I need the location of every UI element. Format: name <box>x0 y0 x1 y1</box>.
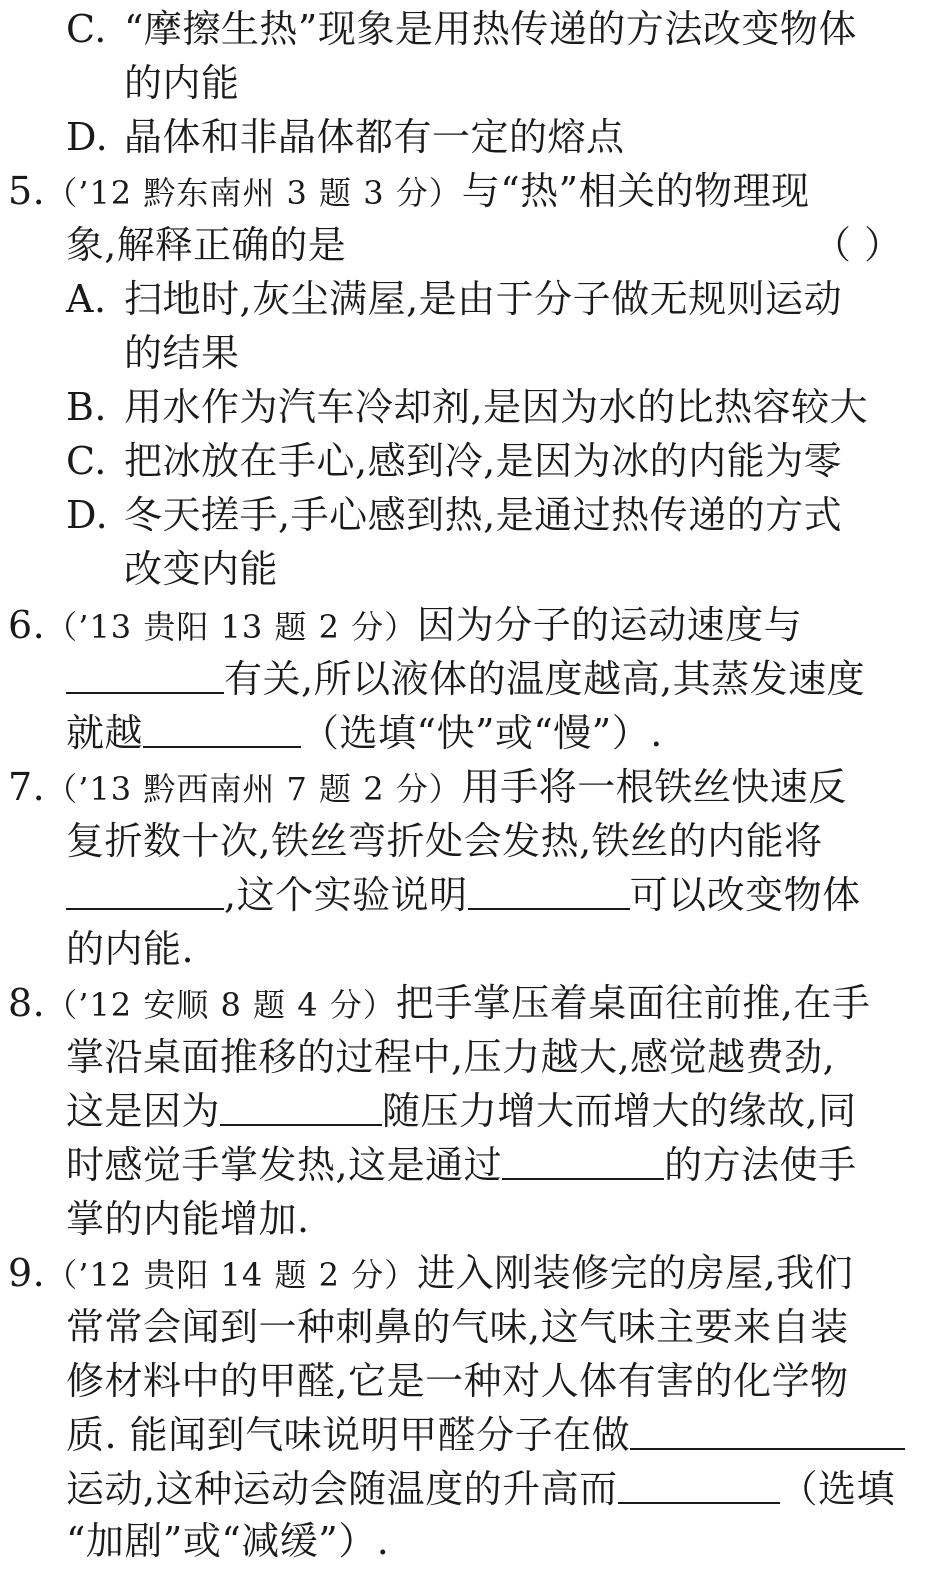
q8-stem-line2 <box>66 1030 835 1084</box>
question-source: （’13 黔西南州 7 题 2 分） <box>45 770 462 808</box>
answer-blank[interactable] <box>143 706 301 748</box>
question-text: 用手将一根铁丝快速反 <box>461 765 847 809</box>
q8-stem-line5 <box>66 1192 310 1246</box>
option-text: 改变内能 <box>124 547 279 591</box>
q8-stem <box>8 976 870 1030</box>
option-label: C. <box>66 439 107 483</box>
q9-stem-line3 <box>66 1354 849 1408</box>
option-label: A. <box>66 277 107 321</box>
q5-option-a <box>66 272 842 326</box>
option-text: 的结果 <box>124 331 240 375</box>
q7-stem <box>8 760 847 814</box>
question-text: 常常会闻到一种刺鼻的气味,这气味主要来自装 <box>66 1305 849 1349</box>
question-text: 就越 <box>66 711 144 755</box>
question-source: （’13 贵阳 13 题 2 分） <box>45 608 418 646</box>
question-source: （’12 贵阳 14 题 2 分） <box>45 1256 418 1294</box>
question-number: 7. <box>8 765 46 809</box>
question-text: 可以改变物体 <box>629 873 861 917</box>
q7-stem-line2 <box>66 814 823 868</box>
question-text: “加剧”或“减缓”）. <box>66 1519 390 1563</box>
option-text: 晶体和非晶体都有一定的熔点 <box>124 115 625 159</box>
question-text: （选填“快”或“慢”）. <box>301 711 663 755</box>
option-text: 的内能 <box>124 61 240 105</box>
question-text: 质. 能闻到气味说明甲醛分子在做 <box>66 1413 631 1457</box>
question-source: （’12 黔东南州 3 题 3 分） <box>45 174 462 212</box>
q5-option-d <box>66 488 842 542</box>
option-label: B. <box>66 385 108 429</box>
q9-stem-line4 <box>66 1408 905 1462</box>
question-number: 8. <box>8 981 46 1025</box>
answer-parentheses[interactable]: （ ） <box>813 223 903 267</box>
q7-stem-line4 <box>66 922 194 976</box>
answer-blank[interactable] <box>502 1138 664 1180</box>
q4-option-c-continued <box>124 56 240 110</box>
answer-blank[interactable] <box>618 1462 780 1504</box>
question-number: 6. <box>8 603 46 647</box>
question-text: 复折数十次,铁丝弯折处会发热,铁丝的内能将 <box>66 819 823 863</box>
q8-stem-line4 <box>66 1138 857 1192</box>
q9-stem-line5 <box>66 1462 895 1516</box>
question-text: 把手掌压着桌面往前推,在手 <box>395 981 871 1025</box>
q5-option-b <box>66 380 868 434</box>
answer-blank[interactable] <box>468 868 630 910</box>
q9-stem-line6 <box>66 1514 389 1568</box>
question-number: 9. <box>8 1251 46 1295</box>
question-text: ,这个实验说明 <box>224 873 468 917</box>
question-source: （’12 安顺 8 题 4 分） <box>45 986 396 1024</box>
q5-option-d-continued <box>124 542 278 596</box>
question-text: 运动,这种运动会随温度的升高而 <box>66 1467 618 1511</box>
question-text: 有关,所以液体的温度越高,其蒸发速度 <box>224 657 866 701</box>
question-number: 5. <box>8 169 46 213</box>
question-text: 掌沿桌面推移的过程中,压力越大,感觉越费劲, <box>66 1035 836 1079</box>
answer-blank[interactable] <box>66 868 224 910</box>
question-text: 象,解释正确的是 <box>66 223 347 267</box>
q4-option-c <box>66 2 857 56</box>
question-text: 进入刚装修完的房屋,我们 <box>417 1251 854 1295</box>
q9-stem-line2 <box>66 1300 849 1354</box>
option-text: “摩擦生热”现象是用热传递的方法改变物体 <box>124 7 857 51</box>
q5-option-a-continued <box>124 326 240 380</box>
q9-stem <box>8 1246 853 1300</box>
answer-blank[interactable] <box>66 652 224 694</box>
answer-blank[interactable] <box>630 1408 905 1450</box>
option-label: D. <box>66 115 109 159</box>
question-text: 随压力增大而增大的缘故,同 <box>382 1089 857 1133</box>
option-label: D. <box>66 493 109 537</box>
q6-stem-line2 <box>66 652 865 706</box>
q6-stem-line3 <box>66 706 663 760</box>
question-text: 这是因为 <box>66 1089 221 1133</box>
question-text: 掌的内能增加. <box>66 1197 310 1241</box>
option-text: 扫地时,灰尘满屋,是由于分子做无规则运动 <box>124 277 843 321</box>
q5-stem-continued <box>66 218 944 272</box>
option-text: 用水作为汽车冷却剂,是因为水的比热容较大 <box>124 385 869 429</box>
question-text: 时感觉手掌发热,这是通过 <box>66 1143 503 1187</box>
option-text: 把冰放在手心,感到冷,是因为冰的内能为零 <box>124 439 843 483</box>
q6-stem <box>8 598 802 652</box>
q7-stem-line3 <box>66 868 861 922</box>
question-text: 与“热”相关的物理现 <box>461 169 810 213</box>
q8-stem-line3 <box>66 1084 857 1138</box>
question-text: 的方法使手 <box>664 1143 857 1187</box>
option-label: C. <box>66 7 107 51</box>
q5-option-c <box>66 434 842 488</box>
question-text: 修材料中的甲醛,它是一种对人体有害的化学物 <box>66 1359 849 1403</box>
answer-blank[interactable] <box>220 1084 382 1126</box>
q4-option-d <box>66 110 625 164</box>
question-text: 的内能. <box>66 927 195 971</box>
question-text: （选填 <box>779 1467 896 1511</box>
q5-stem <box>8 164 810 218</box>
question-text: 因为分子的运动速度与 <box>417 603 803 647</box>
option-text: 冬天搓手,手心感到热,是通过热传递的方式 <box>124 493 843 537</box>
